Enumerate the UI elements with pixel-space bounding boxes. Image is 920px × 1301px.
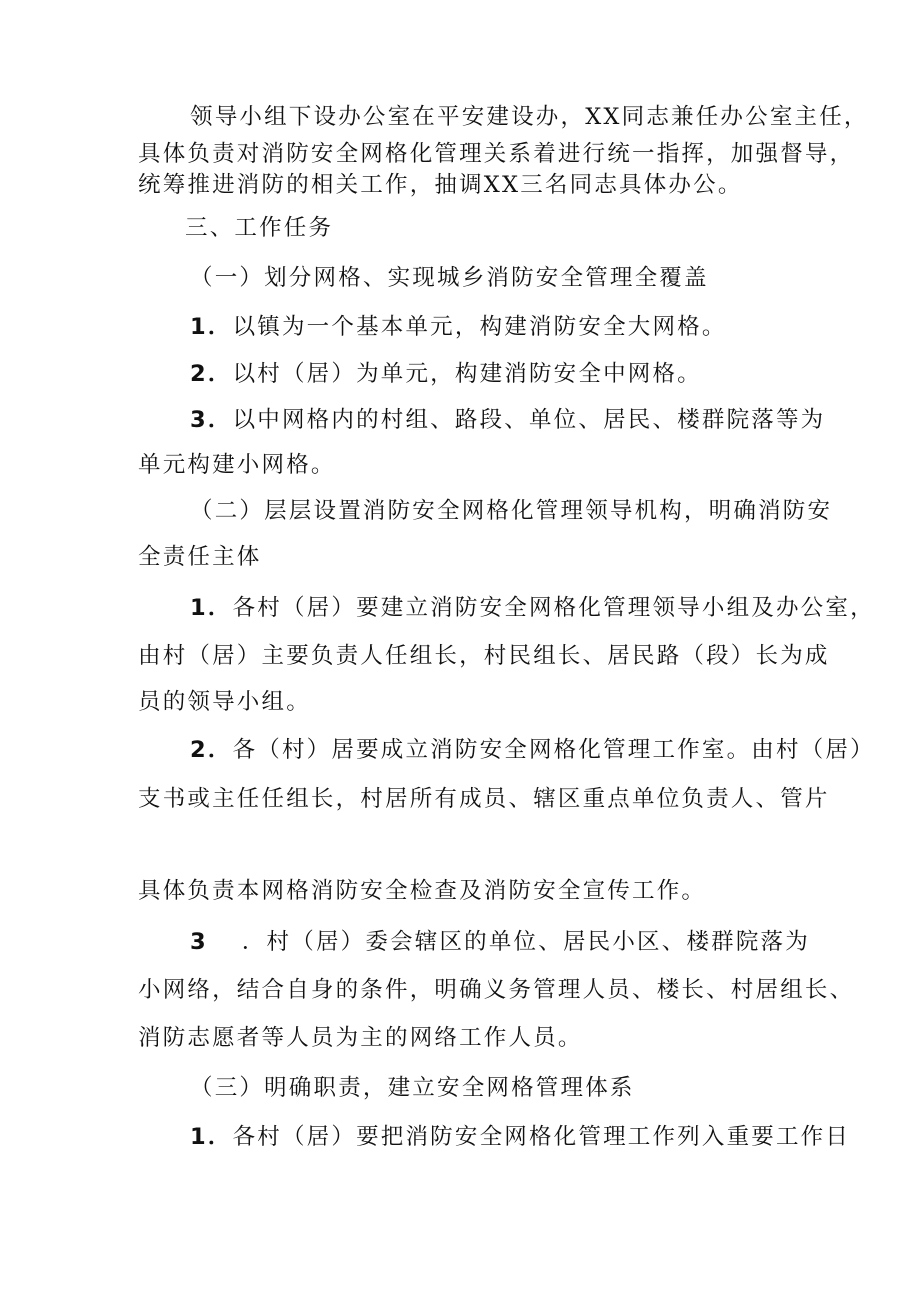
paragraph-line: 具体负责本网格消防安全检查及消防安全宣传工作。 (138, 878, 707, 904)
item-number: 2． (190, 737, 233, 763)
subsection-heading: （三）明确职责，建立安全网格管理体系 (190, 1075, 635, 1101)
item-number: 3 (190, 929, 208, 955)
item-text: 各村（居）要建立消防安全网格化管理领导小组及办公室， (232, 595, 875, 621)
paragraph-line: 员的领导小组。 (138, 689, 311, 715)
list-item (190, 1122, 850, 1152)
item-number: 1． (190, 314, 233, 340)
paragraph-line: 支书或主任任组长，村居所有成员、辖区重点单位负责人、管片 (138, 786, 830, 812)
item-text: 以村（居）为单元，构建消防安全中网格。 (232, 361, 702, 387)
paragraph-line: 领导小组下设办公室在平安建设办，XX同志兼任办公室主任， (190, 104, 869, 130)
paragraph-line: 小网络，结合自身的条件，明确义务管理人员、楼长、村居组长、 (138, 977, 855, 1003)
paragraph-line: 统筹推进消防的相关工作，抽调XX三名同志具体办公。 (138, 172, 743, 198)
list-item (190, 927, 810, 957)
item-number: 1． (190, 595, 233, 621)
list-item (190, 312, 727, 342)
paragraph-line: 全责任主体 (138, 544, 262, 570)
paragraph-line: 单元构建小网格。 (138, 452, 336, 478)
item-text: 以镇为一个基本单元，构建消防安全大网格。 (232, 314, 727, 340)
item-number: 2． (190, 361, 233, 387)
item-text: 各（村）居要成立消防安全网格化管理工作室。由村（居） (232, 737, 875, 763)
paragraph-line: 由村（居）主要负责人任组长，村民组长、居民路（段）长为成 (138, 643, 830, 669)
list-item (190, 405, 825, 435)
section-heading: 三、工作任务 (185, 215, 334, 241)
paragraph-line: 具体负责对消防安全网格化管理关系着进行统一指挥，加强督导， (138, 141, 855, 167)
subsection-heading: （二）层层设置消防安全网格化管理领导机构，明确消防安 (190, 498, 833, 524)
item-text: 以中网格内的村组、路段、单位、居民、楼群院落等为 (232, 407, 826, 433)
list-item (190, 735, 875, 765)
paragraph-line: 消防志愿者等人员为主的网络工作人员。 (138, 1025, 583, 1051)
subsection-heading: （一）划分网格、实现城乡消防安全管理全覆盖 (190, 265, 709, 291)
list-item (190, 359, 702, 389)
item-number: 1． (190, 1124, 233, 1150)
item-text: ．村（居）委会辖区的单位、居民小区、楼群院落为 (241, 929, 810, 955)
item-text: 各村（居）要把消防安全网格化管理工作列入重要工作日 (232, 1124, 851, 1150)
item-number: 3． (190, 407, 233, 433)
list-item (190, 593, 875, 623)
